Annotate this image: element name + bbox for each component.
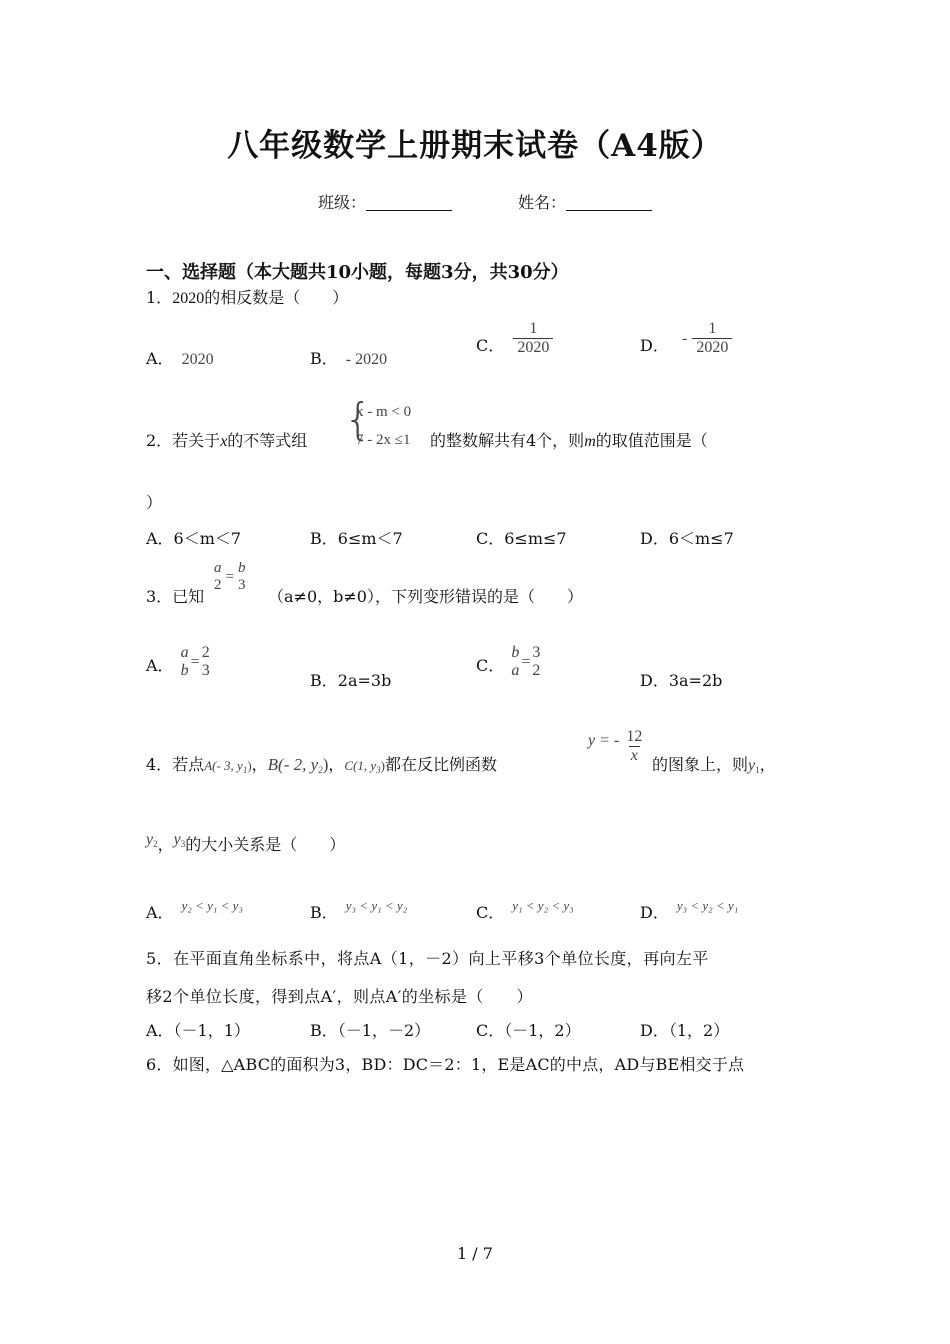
- q4-text-after: 的图象上，则$y_1$，: [652, 755, 776, 775]
- q1-text: 的相反数是（ ）: [204, 288, 349, 307]
- numerator: b: [511, 644, 520, 661]
- function-expression: [588, 728, 644, 765]
- fraction: [179, 644, 191, 680]
- option-label: C．: [476, 336, 505, 355]
- denominator: 2020: [692, 338, 732, 357]
- option-label: C．: [476, 903, 505, 922]
- question-3: [146, 584, 204, 607]
- option-expr: y₂ < y₁ < y₃: [181, 898, 243, 913]
- denominator: 3: [237, 577, 246, 593]
- equals-sign: =: [190, 653, 200, 671]
- denominator: a: [511, 662, 520, 679]
- q5-option-b: B．（－1，－2）: [310, 1021, 431, 1040]
- class-field: [318, 190, 452, 213]
- numerator: 1: [708, 320, 717, 337]
- option-value: - 2020: [345, 351, 388, 368]
- paren: ): [247, 758, 252, 773]
- q3-option-d: D．3a=2b: [640, 671, 723, 690]
- fraction: [212, 560, 224, 594]
- q5-option-a: A．（－1，1）: [146, 1021, 250, 1040]
- q4-option-b: [310, 892, 408, 922]
- q1-expr: 2020: [172, 290, 205, 307]
- option-label: A．: [146, 903, 174, 922]
- option-label: B．: [310, 349, 338, 368]
- point-a-sub: 1: [242, 765, 248, 775]
- q4-number: 4．若点: [146, 755, 205, 774]
- option-label: D．: [640, 903, 669, 922]
- option-label: A．: [146, 655, 174, 675]
- denominator: b: [180, 662, 189, 679]
- q1-option-d: [640, 320, 732, 357]
- q1-option-a: [146, 346, 214, 369]
- question-1: [146, 285, 348, 308]
- q1-option-c: [476, 320, 553, 357]
- q2-text-after: 的整数解共有4个，则: [430, 431, 585, 450]
- numerator: b: [237, 560, 246, 576]
- q3-text: （a≠0，b≠0），下列变形错误的是（ ）: [268, 587, 583, 606]
- denominator: 3: [201, 662, 210, 679]
- q4-line-2: $y_2$，$y_3$的大小关系是（ ）: [146, 831, 346, 854]
- numerator: 12: [626, 728, 643, 745]
- option-expr: y₃ < y₂ < y₁: [676, 898, 739, 913]
- var-m: m: [584, 433, 596, 450]
- q5-option-c: C．（－1，2）: [476, 1021, 581, 1040]
- q1-option-b: [310, 346, 387, 369]
- fraction: [530, 644, 542, 680]
- inequality-2: 7 - 2x ≤1: [356, 432, 411, 448]
- paren: ): [380, 758, 385, 773]
- numerator: a: [214, 560, 222, 576]
- question-5-line-1: 5．在平面直角坐标系中，将点A（1，－2）向上平移3个单位长度，再向左平: [146, 949, 709, 968]
- option-value: 2020: [181, 351, 214, 368]
- equals-sign: =: [521, 653, 531, 671]
- fraction: [513, 320, 553, 357]
- q5-option-d: D．（1，2）: [640, 1021, 730, 1040]
- function-lhs: y = -: [588, 732, 620, 749]
- option-expr: y₃ < y₁ < y₂: [345, 898, 408, 913]
- numerator: a: [180, 644, 189, 661]
- page-number: 1 / 7: [457, 1244, 493, 1263]
- var-x: x: [220, 433, 228, 450]
- page-title: 八年级数学上册期末试卷（A4版）: [227, 128, 723, 164]
- q3-option-c: [476, 644, 542, 680]
- class-blank: [366, 194, 452, 211]
- option-label: B．: [310, 903, 338, 922]
- fraction: [509, 644, 521, 680]
- q2-number: 2．若关于: [146, 431, 221, 450]
- q2-close: ）: [146, 493, 163, 512]
- fraction: [236, 560, 248, 594]
- question-2-cont: [430, 428, 708, 451]
- section-heading: 一、选择题（本大题共10小题，每题3分，共30分）: [146, 262, 569, 283]
- q2-option-d: D．6＜m≤7: [640, 529, 734, 548]
- point-c-sub: 3: [376, 765, 381, 775]
- point-b-sub: 2: [318, 765, 323, 775]
- numerator: 1: [529, 320, 538, 337]
- q4-option-d: [640, 892, 739, 922]
- denominator: x: [630, 747, 638, 764]
- option-expr: y₁ < y₂ < y₃: [512, 898, 574, 913]
- option-label: C．: [476, 655, 505, 675]
- q3-option-a: [146, 644, 212, 680]
- point-c: C(1, y: [344, 758, 377, 773]
- numerator: 2: [201, 644, 210, 661]
- q4-line2-text: 的大小关系是（ ）: [185, 835, 346, 854]
- q1-number: 1．: [146, 288, 173, 307]
- q2-option-b: B．6≤m＜7: [310, 529, 403, 548]
- q4-then: 的图象上，则: [652, 755, 749, 774]
- option-label: D．: [640, 336, 669, 355]
- question-2: [146, 428, 307, 451]
- q4-option-a: [146, 892, 243, 922]
- question-6-line-1: 6．如图，△ABC的面积为3，BD：DC＝2：1，E是AC的中点，AD与BE相交于点: [146, 1055, 745, 1074]
- q2-text-end: 的取值范围是（: [595, 431, 708, 450]
- name-blank: [566, 194, 652, 211]
- inequality-1: x - m < 0: [356, 404, 412, 420]
- q3-number: 3．已知: [146, 587, 205, 606]
- denominator: 2020: [513, 338, 553, 357]
- equals-sign: =: [225, 569, 234, 585]
- fraction: [624, 728, 644, 765]
- fraction: [200, 644, 212, 680]
- denominator: 2: [214, 577, 222, 593]
- question-4: 4．若点A(- 3, $y_1$)，B(- 2, $y_2$)，C(1, $y_3$)都在反比例函数: [146, 755, 498, 775]
- point-a: A(- 3, y: [204, 758, 243, 773]
- class-label: 班级：: [318, 193, 367, 212]
- q2-option-c: C．6≤m≤7: [476, 529, 567, 548]
- option-label: A．: [146, 349, 174, 368]
- minus-sign: -: [681, 330, 688, 347]
- point-b: B(- 2, y: [267, 755, 319, 774]
- question-5-line-2: 移2个单位长度，得到点A′，则点A′的坐标是（ ）: [146, 987, 533, 1006]
- paren: ): [322, 755, 329, 774]
- q2-option-a: A．6＜m＜7: [146, 529, 242, 548]
- name-label: 姓名：: [518, 193, 567, 212]
- q3-option-b: B．2a=3b: [310, 671, 392, 690]
- denominator: 2: [532, 662, 541, 679]
- numerator: 3: [532, 644, 541, 661]
- name-field: [518, 190, 652, 213]
- q3-given-equation: [212, 560, 247, 594]
- q2-text: 的不等式组: [227, 431, 308, 450]
- inequality-brace: {: [344, 394, 372, 445]
- fraction: [692, 320, 732, 357]
- q4-option-c: [476, 892, 574, 922]
- q4-text: 都在反比例函数: [385, 755, 498, 774]
